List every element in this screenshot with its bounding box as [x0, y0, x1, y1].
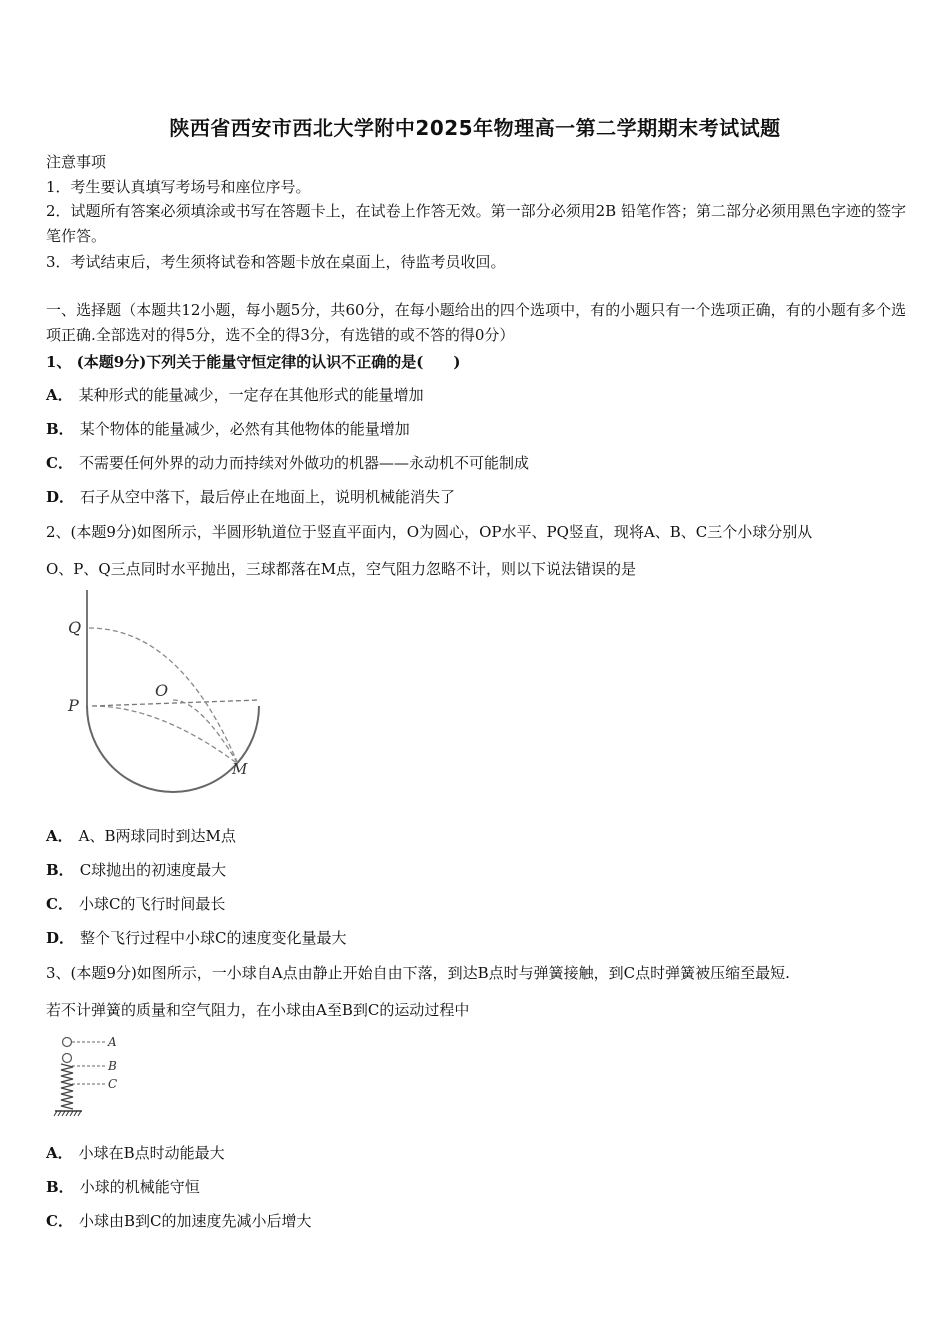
q3-option-b — [46, 1177, 200, 1197]
option-text: 整个飞行过程中小球C的速度变化量最大 — [80, 929, 347, 947]
q1-option-c — [46, 453, 529, 473]
option-text: 小球的机械能守恒 — [79, 1178, 200, 1196]
notice-item-1: 1．考生要认真填写考场号和座位序号。 — [46, 178, 311, 196]
q2-figure — [60, 588, 270, 813]
q2-stem-line1: 2、(本题9分)如图所示，半圆形轨道位于竖直平面内，O为圆心，OP水平、PQ竖直，现将A、B、C三个小球分别从 — [46, 523, 813, 541]
q2-option-b — [46, 860, 226, 880]
option-label: B． — [46, 420, 74, 438]
option-text: 石子从空中落下，最后停止在地面上，说明机械能消失了 — [80, 488, 456, 506]
q1-option-d — [46, 487, 455, 507]
option-text: 小球C的飞行时间最长 — [78, 895, 226, 913]
label-m: M — [232, 760, 248, 778]
option-text: 小球由B到C的加速度先减小后增大 — [78, 1212, 312, 1230]
option-label: C． — [46, 454, 73, 472]
option-label: C． — [46, 1212, 73, 1230]
label-o: O — [155, 681, 169, 700]
option-label: D． — [46, 929, 75, 947]
notice-item-3: 3．考试结束后，考生须将试卷和答题卡放在桌面上，待监考员收回。 — [46, 253, 506, 271]
o-trajectory — [173, 700, 238, 764]
notice-heading: 注意事项 — [46, 153, 107, 171]
p-trajectory — [92, 706, 238, 764]
notice-item-2: 2．试题所有答案必须填涂或书写在答题卡上，在试卷上作答无效。第一部分必须用2B 铅笔作答；第二部分必须用黑色字迹的签字笔作答。 — [46, 202, 906, 245]
option-label: B． — [46, 861, 74, 879]
option-text: 小球在B点时动能最大 — [78, 1144, 225, 1162]
ball-b — [63, 1054, 72, 1063]
section-intro: 一、选择题（本题共12小题，每小题5分，共60分，在每小题给出的四个选项中，有的小题只有一个选项正确，有的小题有多个选项正确.全部选对的得5分，选不全的得3分，有选错的或不答的得0分） — [46, 301, 906, 344]
label-b: B — [108, 1059, 117, 1073]
q3-option-c — [46, 1211, 311, 1231]
exam-title: 陕西省西安市西北大学附中2025年物理高一第二学期期末考试试题 — [169, 116, 781, 140]
q2-stem-line2: O、P、Q三点同时水平抛出，三球都落在M点，空气阻力忽略不计，则以下说法错误的是 — [46, 560, 637, 578]
label-c: C — [108, 1077, 118, 1091]
q2-option-d — [46, 928, 347, 948]
q2-option-a — [46, 826, 236, 846]
label-a: A — [108, 1035, 117, 1049]
option-label: A． — [46, 827, 73, 845]
option-label: C． — [46, 895, 73, 913]
spring — [61, 1064, 73, 1109]
option-text: C球抛出的初速度最大 — [79, 861, 227, 879]
q3-stem-line2: 若不计弹簧的质量和空气阻力，在小球由A至B到C的运动过程中 — [46, 1001, 470, 1019]
option-label: A． — [46, 386, 73, 404]
q3-figure — [52, 1032, 132, 1122]
label-p: P — [68, 696, 79, 715]
option-label: A． — [46, 1144, 73, 1162]
option-label: D． — [46, 488, 75, 506]
option-text: A、B两球同时到达M点 — [78, 827, 236, 845]
op-dashed-line — [92, 700, 259, 706]
q1-option-b — [46, 419, 410, 439]
q3-option-a — [46, 1143, 225, 1163]
q1-stem: 1、 (本题9分)下列关于能量守恒定律的认识不正确的是( ) — [46, 353, 461, 371]
ball-a — [63, 1038, 72, 1047]
label-q: Q — [68, 618, 82, 637]
option-label: B． — [46, 1178, 74, 1196]
option-text: 某种形式的能量减少，一定存在其他形式的能量增加 — [78, 386, 424, 404]
option-text: 某个物体的能量减少，必然有其他物体的能量增加 — [79, 420, 410, 438]
option-text: 不需要任何外界的动力而持续对外做功的机器——永动机不可能制成 — [78, 454, 529, 472]
q2-option-c — [46, 894, 225, 914]
q1-option-a — [46, 385, 424, 405]
q3-stem-line1: 3、(本题9分)如图所示，一小球自A点由静止开始自由下落，到达B点时与弹簧接触，到C点时弹簧被压缩至最短. — [46, 964, 790, 982]
semicircle-track — [87, 706, 259, 792]
